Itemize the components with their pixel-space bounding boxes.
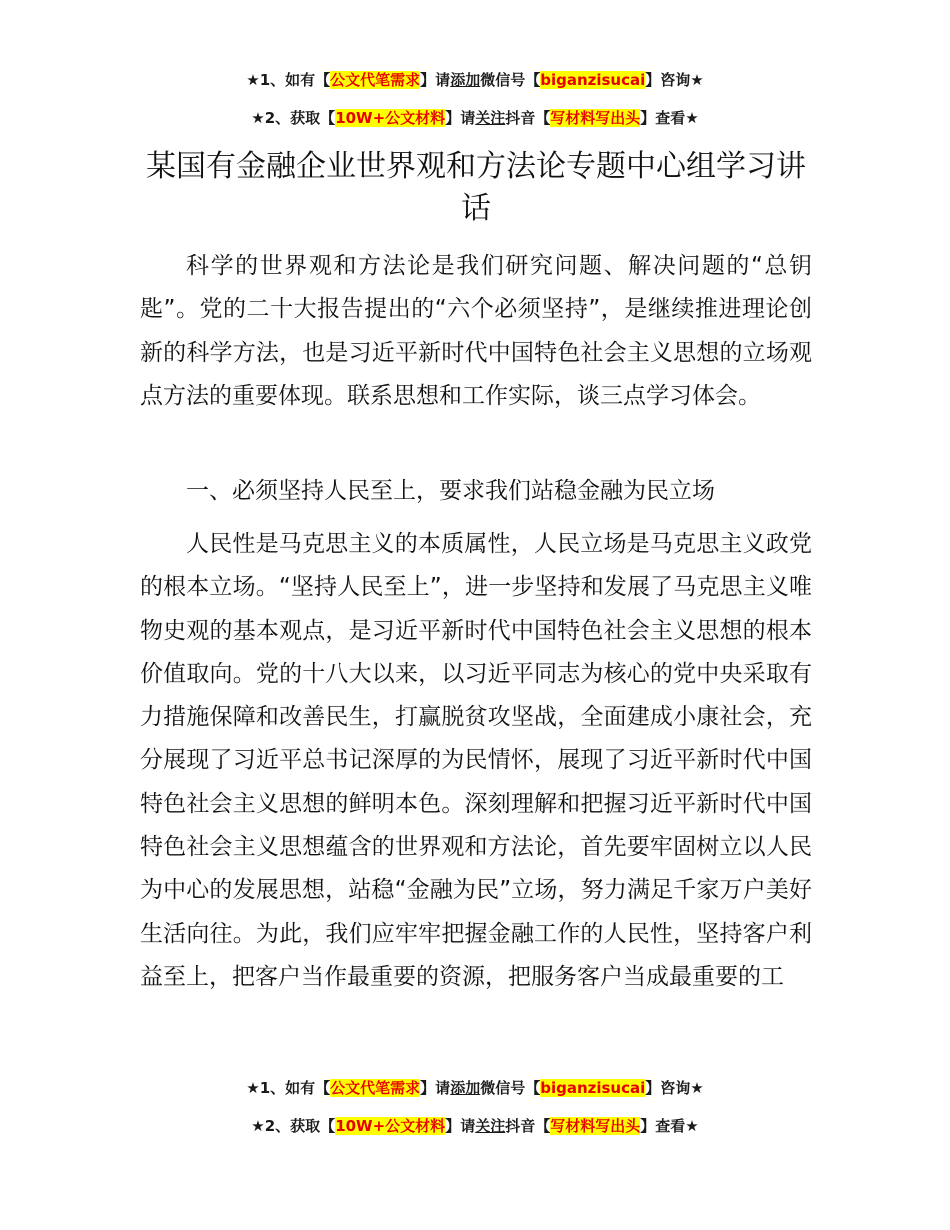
- underlined-text: 添加: [450, 1079, 481, 1097]
- douyin-id-highlight: 写材料写出头: [550, 1117, 641, 1135]
- banner-text: 】请: [445, 109, 476, 127]
- banner-text: ★2、获取【: [251, 109, 336, 127]
- banner-text: 抖音【: [505, 109, 551, 127]
- banner-text: 】咨询★: [645, 71, 704, 89]
- section-heading-1: 一、必须坚持人民至上，要求我们站稳金融为民立场: [186, 478, 715, 504]
- wechat-id-highlight: biganzisucai: [540, 1079, 646, 1097]
- highlight-text: 公文代笔需求: [330, 71, 421, 89]
- banner-text: 】请: [420, 1079, 451, 1097]
- paragraph-section-1: 人民性是马克思主义的本质属性，人民立场是马克思主义政党的根本立场。“坚持人民至上”，进一步坚持和发展了马克思主义唯物史观的基本观点，是习近平新时代中国特色社会主义思想的根本价值取向。党的十八大以来，以习近平同志为核心的党中央采取有力措施保障和改善民生，打赢脱贫攻坚战，全面建成小康社会，充分展现了习近平总书记深厚的为民情怀，展现了习近平新时代中国特色社会主义思想的鲜明本色。深刻理解和把握习近平新时代中国特色社会主义思想蕴含的世界观和方法论，首先要牢固树立以人民为中心的发展思想，站稳“金融为民”立场，努力满足千家万户美好生活向往。为此，我们应牢牢把握金融工作的人民性，坚持客户利益至上，把客户当作最重要的资源，把服务客户当成最重要的工: [140, 531, 812, 990]
- banner-text: 】请: [445, 1117, 476, 1135]
- banner-text: 】查看★: [640, 109, 699, 127]
- highlight-text: 10W+公文材料: [335, 109, 446, 127]
- banner-bottom-line-2: [0, 1116, 950, 1136]
- wechat-id-highlight: biganzisucai: [540, 71, 646, 89]
- underlined-text: 关注: [475, 109, 506, 127]
- banner-top-line-2: [0, 108, 950, 128]
- banner-bottom-line-1: [0, 1078, 950, 1098]
- banner-text: 】查看★: [640, 1117, 699, 1135]
- banner-top-line-1: [0, 70, 950, 90]
- highlight-text: 公文代笔需求: [330, 1079, 421, 1097]
- banner-text: 】咨询★: [645, 1079, 704, 1097]
- banner-text: 微信号【: [480, 1079, 541, 1097]
- banner-text: 】请: [420, 71, 451, 89]
- banner-text: ★1、如有【: [246, 1079, 331, 1097]
- banner-text: ★1、如有【: [246, 71, 331, 89]
- banner-text: ★2、获取【: [251, 1117, 336, 1135]
- douyin-id-highlight: 写材料写出头: [550, 109, 641, 127]
- highlight-text: 10W+公文材料: [335, 1117, 446, 1135]
- underlined-text: 添加: [450, 71, 481, 89]
- banner-text: 抖音【: [505, 1117, 551, 1135]
- paragraph-intro: 科学的世界观和方法论是我们研究问题、解决问题的“总钥匙”。党的二十大报告提出的“六个必须坚持”，是继续推进理论创新的科学方法，也是习近平新时代中国特色社会主义思想的立场观点方法的重要体现。联系思想和工作实际，谈三点学习体会。: [140, 253, 812, 409]
- banner-text: 微信号【: [480, 71, 541, 89]
- underlined-text: 关注: [475, 1117, 506, 1135]
- document-title: 某国有金融企业世界观和方法论专题中心组学习讲话: [146, 149, 806, 226]
